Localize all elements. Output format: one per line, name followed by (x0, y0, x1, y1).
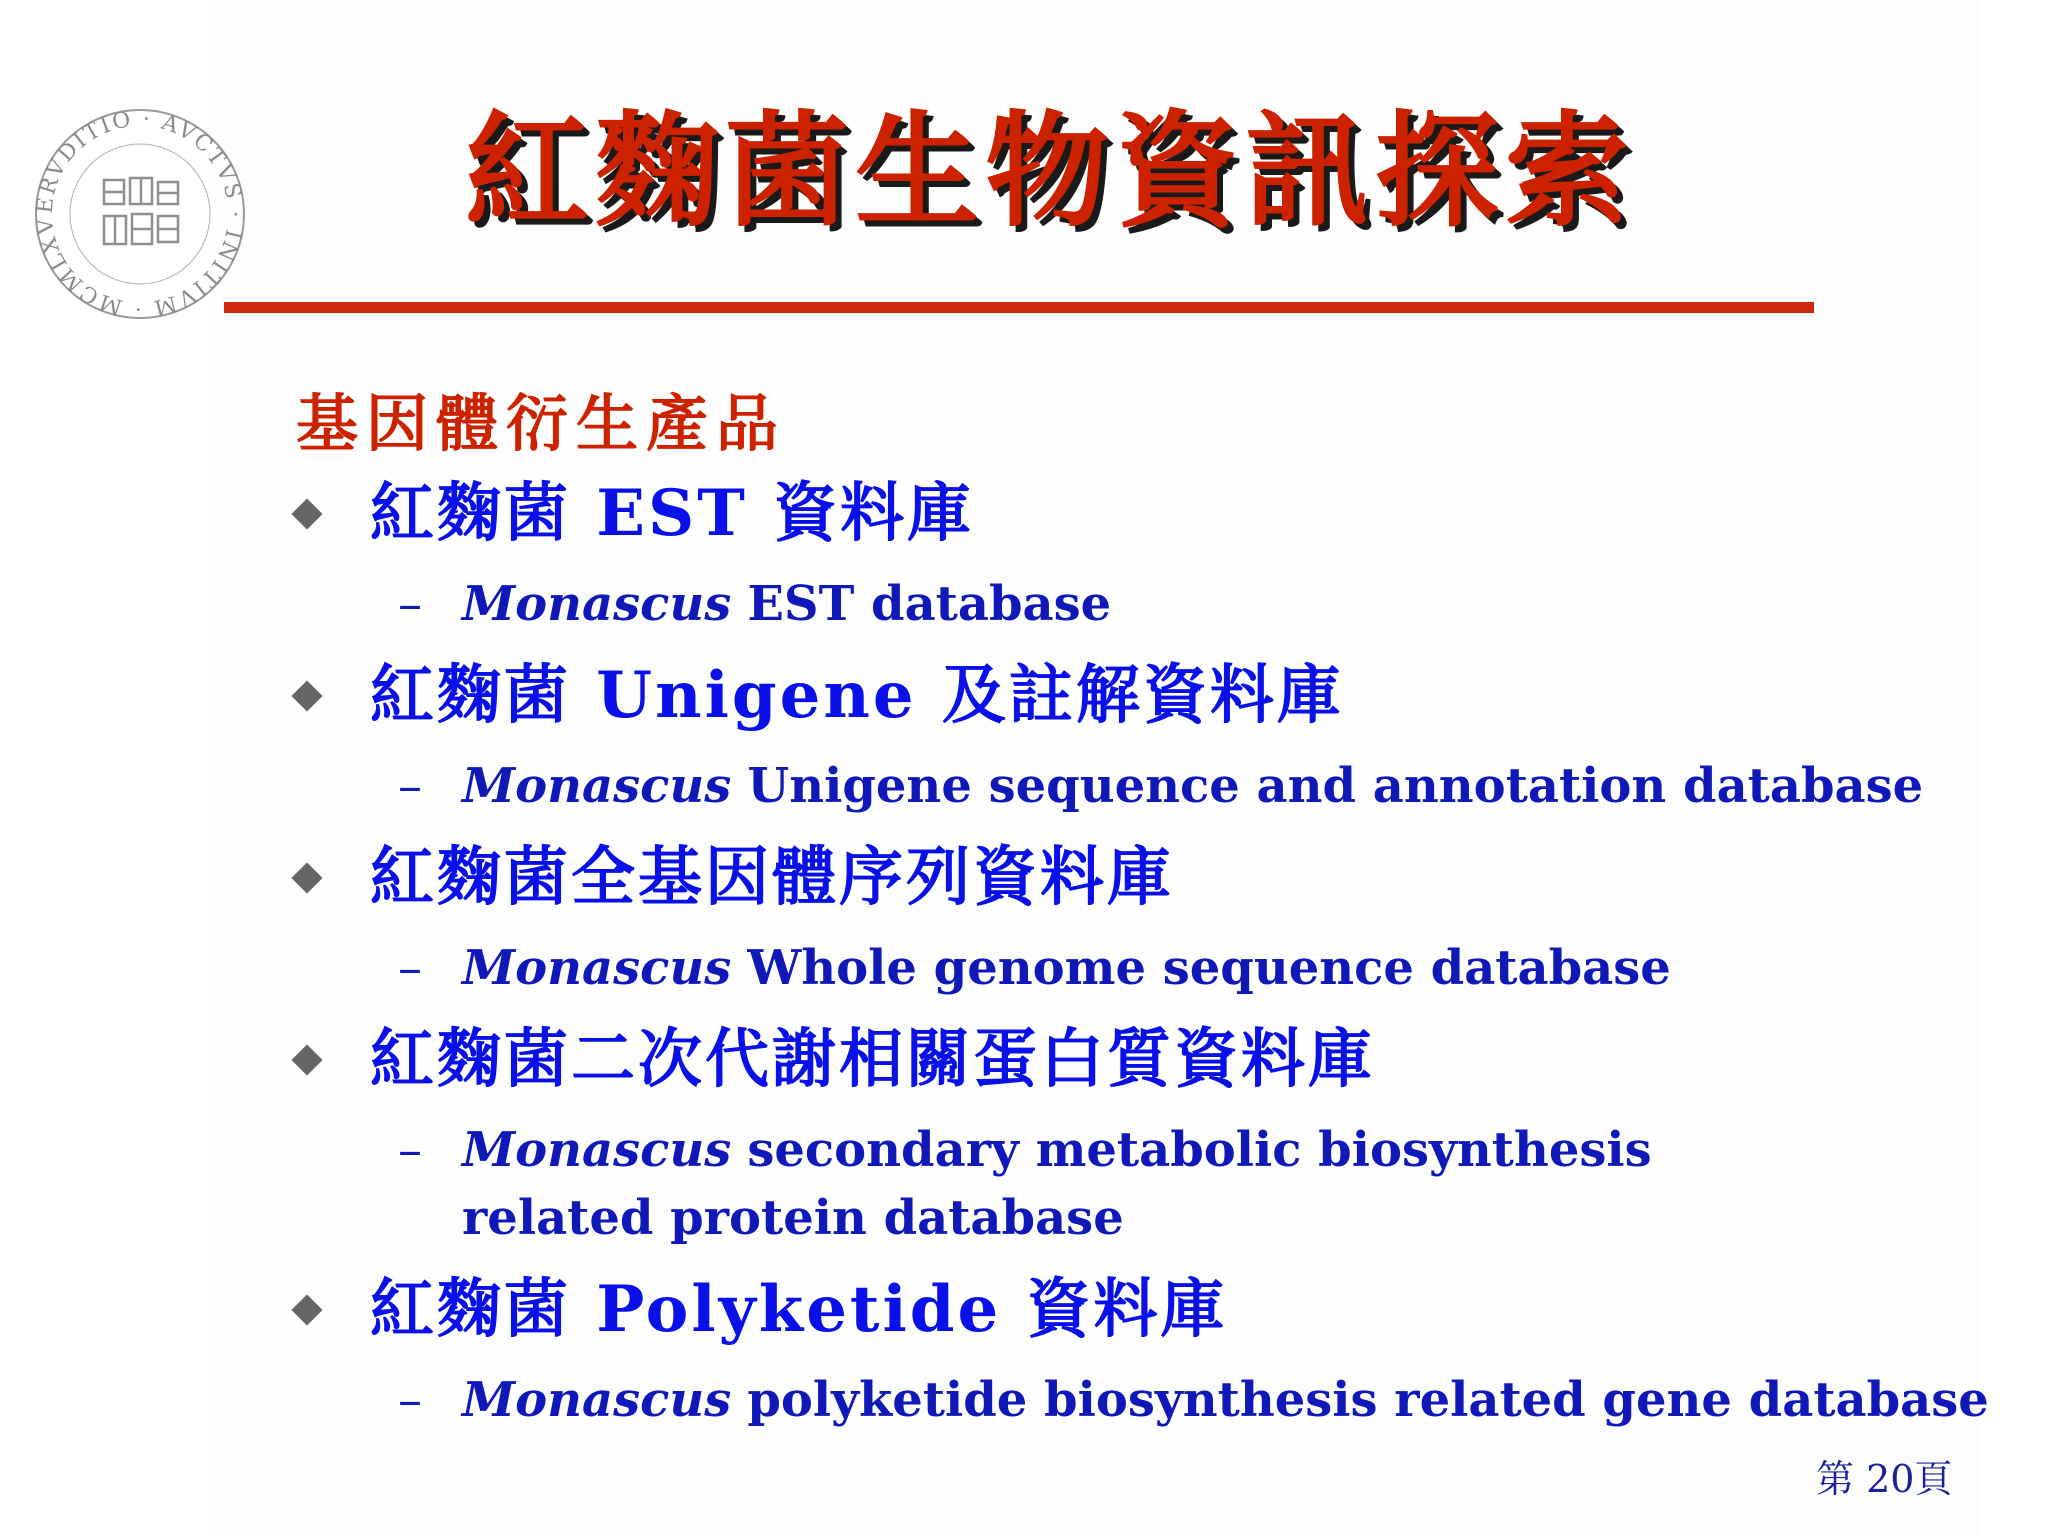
dash-icon: – (398, 1122, 422, 1178)
seal-inner-glyphs (104, 178, 178, 244)
bullet-label: 紅麴菌二次代謝相關蛋白質資料庫 (370, 1022, 1375, 1097)
sub-description: polyketide biosynthesis related gene database (747, 1372, 1989, 1428)
bullet-label: 紅麴菌 Unigene 及註解資料庫 (370, 658, 1344, 733)
page-number: 第 20頁 (1816, 1457, 1953, 1501)
bullet-item-whole-genome (296, 840, 1174, 916)
bullet-item-unigene (296, 658, 1344, 734)
institute-seal-logo (24, 98, 256, 330)
sub-italic-term: Monascus (462, 1122, 732, 1178)
diamond-bullet-icon (291, 680, 322, 711)
dash-icon: – (398, 940, 422, 996)
bullet-label: 紅麴菌 Polyketide 資料庫 (370, 1272, 1228, 1347)
bullet-label: 紅麴菌全基因體序列資料庫 (370, 840, 1174, 915)
sub-item-whole-genome (398, 934, 1671, 1002)
bullet-item-est (296, 476, 974, 552)
diamond-bullet-icon (291, 498, 322, 529)
dash-icon: – (398, 758, 422, 814)
sub-item-polyketide (398, 1366, 1989, 1434)
dash-icon: – (398, 576, 422, 632)
title-divider (224, 302, 1814, 313)
sub-item-secondary-metabolism (398, 1116, 1762, 1252)
diamond-bullet-icon (291, 1044, 322, 1075)
dash-icon: – (398, 1372, 422, 1428)
sub-description: EST database (747, 576, 1112, 632)
sub-item-unigene (398, 752, 1923, 820)
diamond-bullet-icon (291, 862, 322, 893)
sub-description: Whole genome sequence database (747, 940, 1671, 996)
sub-description: Unigene sequence and annotation database (747, 758, 1924, 814)
slide-title: 紅麴菌生物資訊探索 (464, 100, 1635, 244)
diamond-bullet-icon (291, 1294, 322, 1325)
sub-italic-term: Monascus (462, 576, 732, 632)
seal-outer-text: ERVDITIO · AVCTVS · INITIVM · MCMLXV (32, 106, 248, 322)
bullet-item-secondary-metabolism (296, 1022, 1375, 1098)
sub-italic-term: Monascus (462, 940, 732, 996)
sub-italic-term: Monascus (462, 758, 732, 814)
bullet-label: 紅麴菌 EST 資料庫 (370, 476, 975, 551)
sub-description: secondary metabolic biosynthesis related protein database (462, 1122, 1652, 1246)
section-heading: 基因體衍生產品 (296, 387, 787, 460)
sub-italic-term: Monascus (462, 1372, 732, 1428)
sub-item-est (398, 570, 1111, 638)
bullet-item-polyketide (296, 1272, 1228, 1348)
